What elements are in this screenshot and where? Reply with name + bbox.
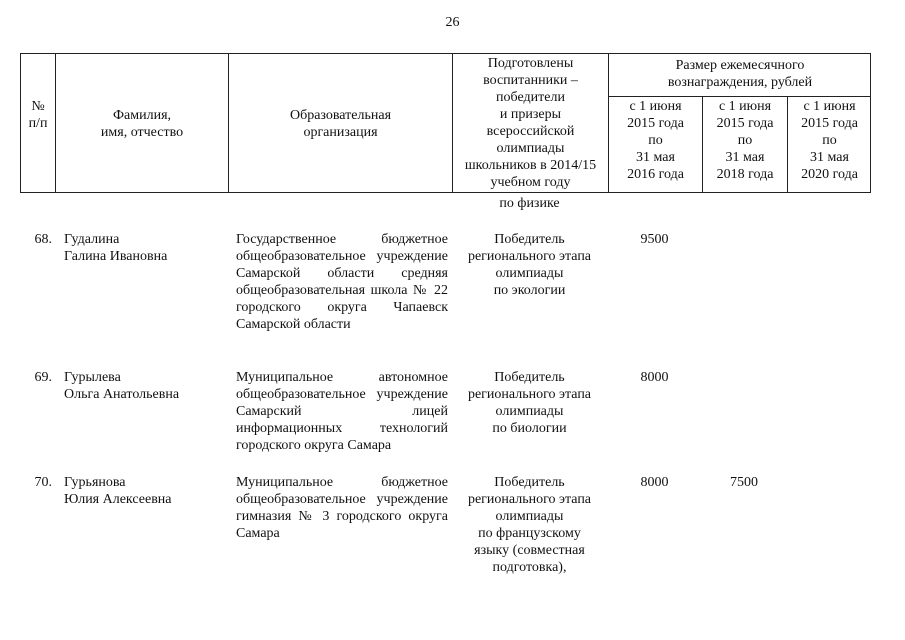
row-number: 70. — [34, 475, 52, 490]
row-prepared: Победитель регионального этапа олимпиады по экологии — [467, 232, 592, 298]
header-number: № п/п — [28, 99, 48, 131]
row-amount-2016: 9500 — [640, 232, 669, 247]
row-organization: Муниципальное бюджетное общеобразовательное учреждение гимназия № 3 городского округа Самара — [236, 475, 448, 541]
row-name: Гурьянова Юлия Алексеевна — [64, 475, 172, 507]
row-amount-2018: 7500 — [730, 475, 758, 490]
row-prepared: Победитель регионального этапа олимпиады по биологии — [467, 370, 592, 436]
row-organization: Муниципальное автономное общеобразовательное учреждение Самарский лицей информационных технологий городского округа Самара — [236, 370, 448, 453]
table-header — [20, 53, 871, 193]
row-organization: Государственное бюджетное общеобразовательное учреждение Самарской области средняя общеобразовательная школа № 22 городского округа Чапаевск Самарской области — [236, 232, 448, 332]
header-period-2020: с 1 июня 2015 года по 31 мая 2020 года — [801, 99, 858, 182]
row-name: Гурылева Ольга Анатольевна — [64, 370, 180, 402]
page-number: 26 — [445, 15, 460, 30]
row-number: 68. — [34, 232, 52, 247]
row-prepared: Победитель регионального этапа олимпиады по французскому языку (совместная подготовка), — [467, 475, 592, 575]
header-period-2018: с 1 июня 2015 года по 31 мая 2018 года — [716, 99, 774, 182]
row-divider — [608, 96, 870, 97]
row-amount-2016: 8000 — [640, 370, 669, 385]
header-organization: Образовательная организация — [289, 108, 392, 140]
header-name: Фамилия, имя, отчество — [100, 108, 184, 140]
row-amount-2016: 8000 — [640, 475, 669, 490]
row-number: 69. — [34, 370, 52, 385]
row-name: Гудалина Галина Ивановна — [64, 232, 168, 264]
carryover-text: по физике — [499, 196, 560, 211]
header-reward-group: Размер ежемесячного вознаграждения, рублей — [667, 58, 813, 90]
header-prepared: Подготовлены воспитанники – победители и призеры всероссийской олимпиады школьников в 2014/15 учебном году — [464, 56, 597, 190]
header-period-2016: с 1 июня 2015 года по 31 мая 2016 года — [627, 99, 684, 182]
